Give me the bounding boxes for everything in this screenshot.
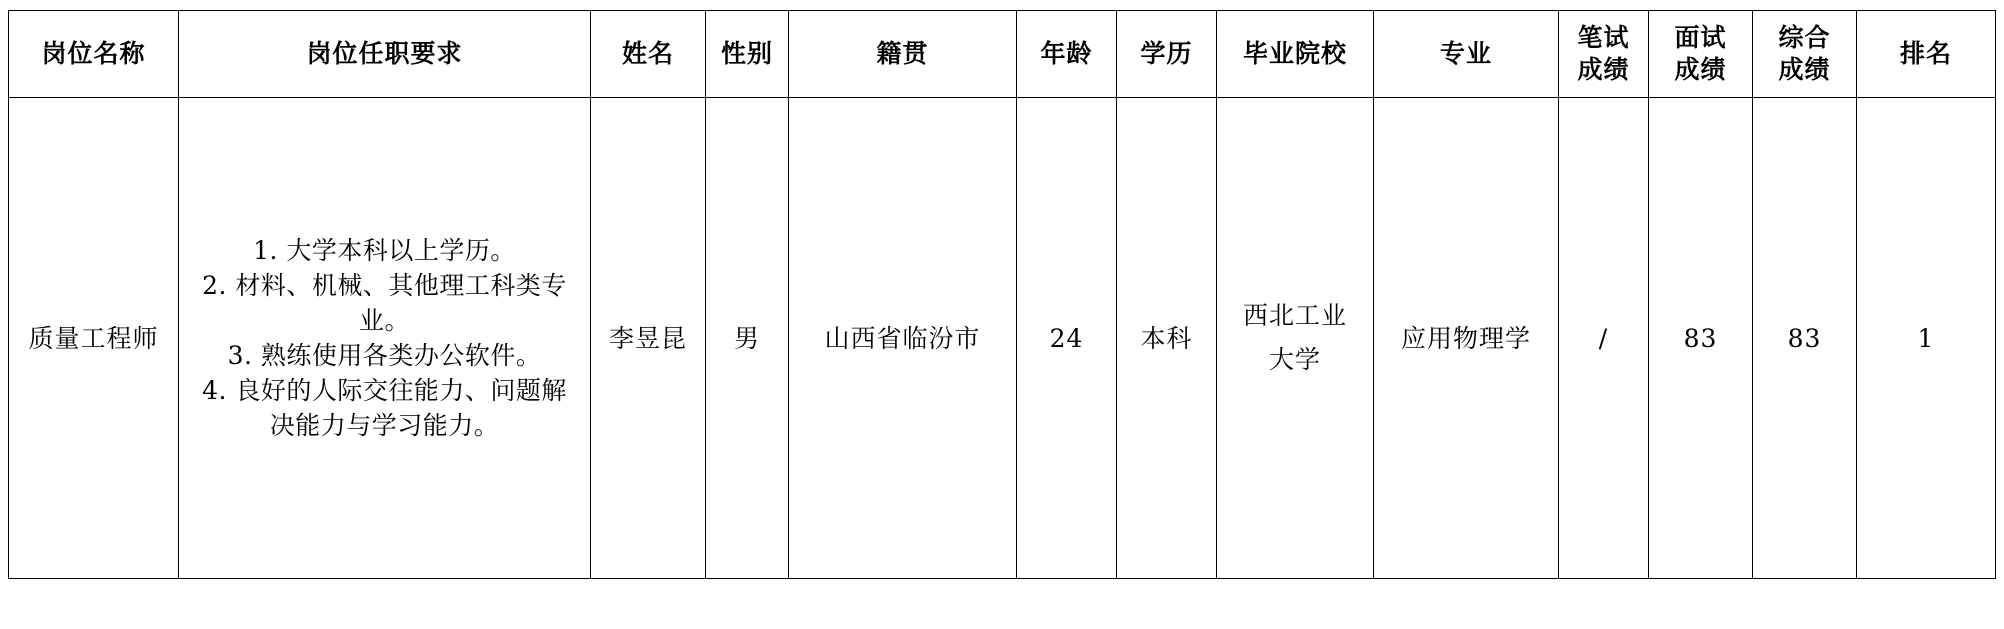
total-score-label-line1: 综合 [1778,22,1831,52]
candidate-results-table [8,10,1996,579]
cell-native-place: 山西省临汾市 [789,98,1017,579]
cell-written-score: / [1559,98,1649,579]
written-score-label-line1: 笔试 [1577,22,1630,52]
cell-school [1217,98,1374,579]
requirement-line: 3. 熟练使用各类办公软件。 [227,341,542,370]
table-row [9,98,1996,579]
cell-education: 本科 [1117,98,1217,579]
column-header-rank: 排名 [1857,11,1996,98]
requirement-line: 2. 材料、机械、其他理工科类专 [202,271,567,300]
cell-total-score: 83 [1753,98,1857,579]
written-score-label-line2: 成绩 [1577,55,1630,84]
column-header-written-score [1559,11,1649,98]
column-header-interview-score [1649,11,1753,98]
cell-post-name: 质量工程师 [9,98,179,579]
school-line1: 西北工业 [1242,301,1347,331]
cell-interview-score: 83 [1649,98,1753,579]
cell-rank: 1 [1857,98,1996,579]
cell-gender: 男 [706,98,789,579]
column-header-age: 年龄 [1017,11,1117,98]
column-header-education: 学历 [1117,11,1217,98]
requirement-line: 业。 [358,306,410,335]
column-header-major: 专业 [1374,11,1559,98]
requirement-line: 1. 大学本科以上学历。 [253,236,516,265]
cell-age: 24 [1017,98,1117,579]
total-score-label-line2: 成绩 [1778,55,1831,84]
cell-name: 李昱昆 [591,98,706,579]
interview-score-label-line1: 面试 [1674,22,1727,52]
table-header-row [9,11,1996,98]
cell-major: 应用物理学 [1374,98,1559,579]
requirement-line: 4. 良好的人际交往能力、问题解 [202,376,567,405]
column-header-native-place: 籍贯 [789,11,1017,98]
interview-score-label-line2: 成绩 [1674,55,1727,84]
column-header-gender: 性别 [706,11,789,98]
school-line2: 大学 [1268,345,1321,374]
cell-post-requirements [179,98,591,579]
requirement-line: 决能力与学习能力。 [269,411,500,440]
column-header-name: 姓名 [591,11,706,98]
column-header-school: 毕业院校 [1217,11,1374,98]
column-header-post-requirements: 岗位任职要求 [179,11,591,98]
column-header-total-score [1753,11,1857,98]
column-header-post-name: 岗位名称 [9,11,179,98]
